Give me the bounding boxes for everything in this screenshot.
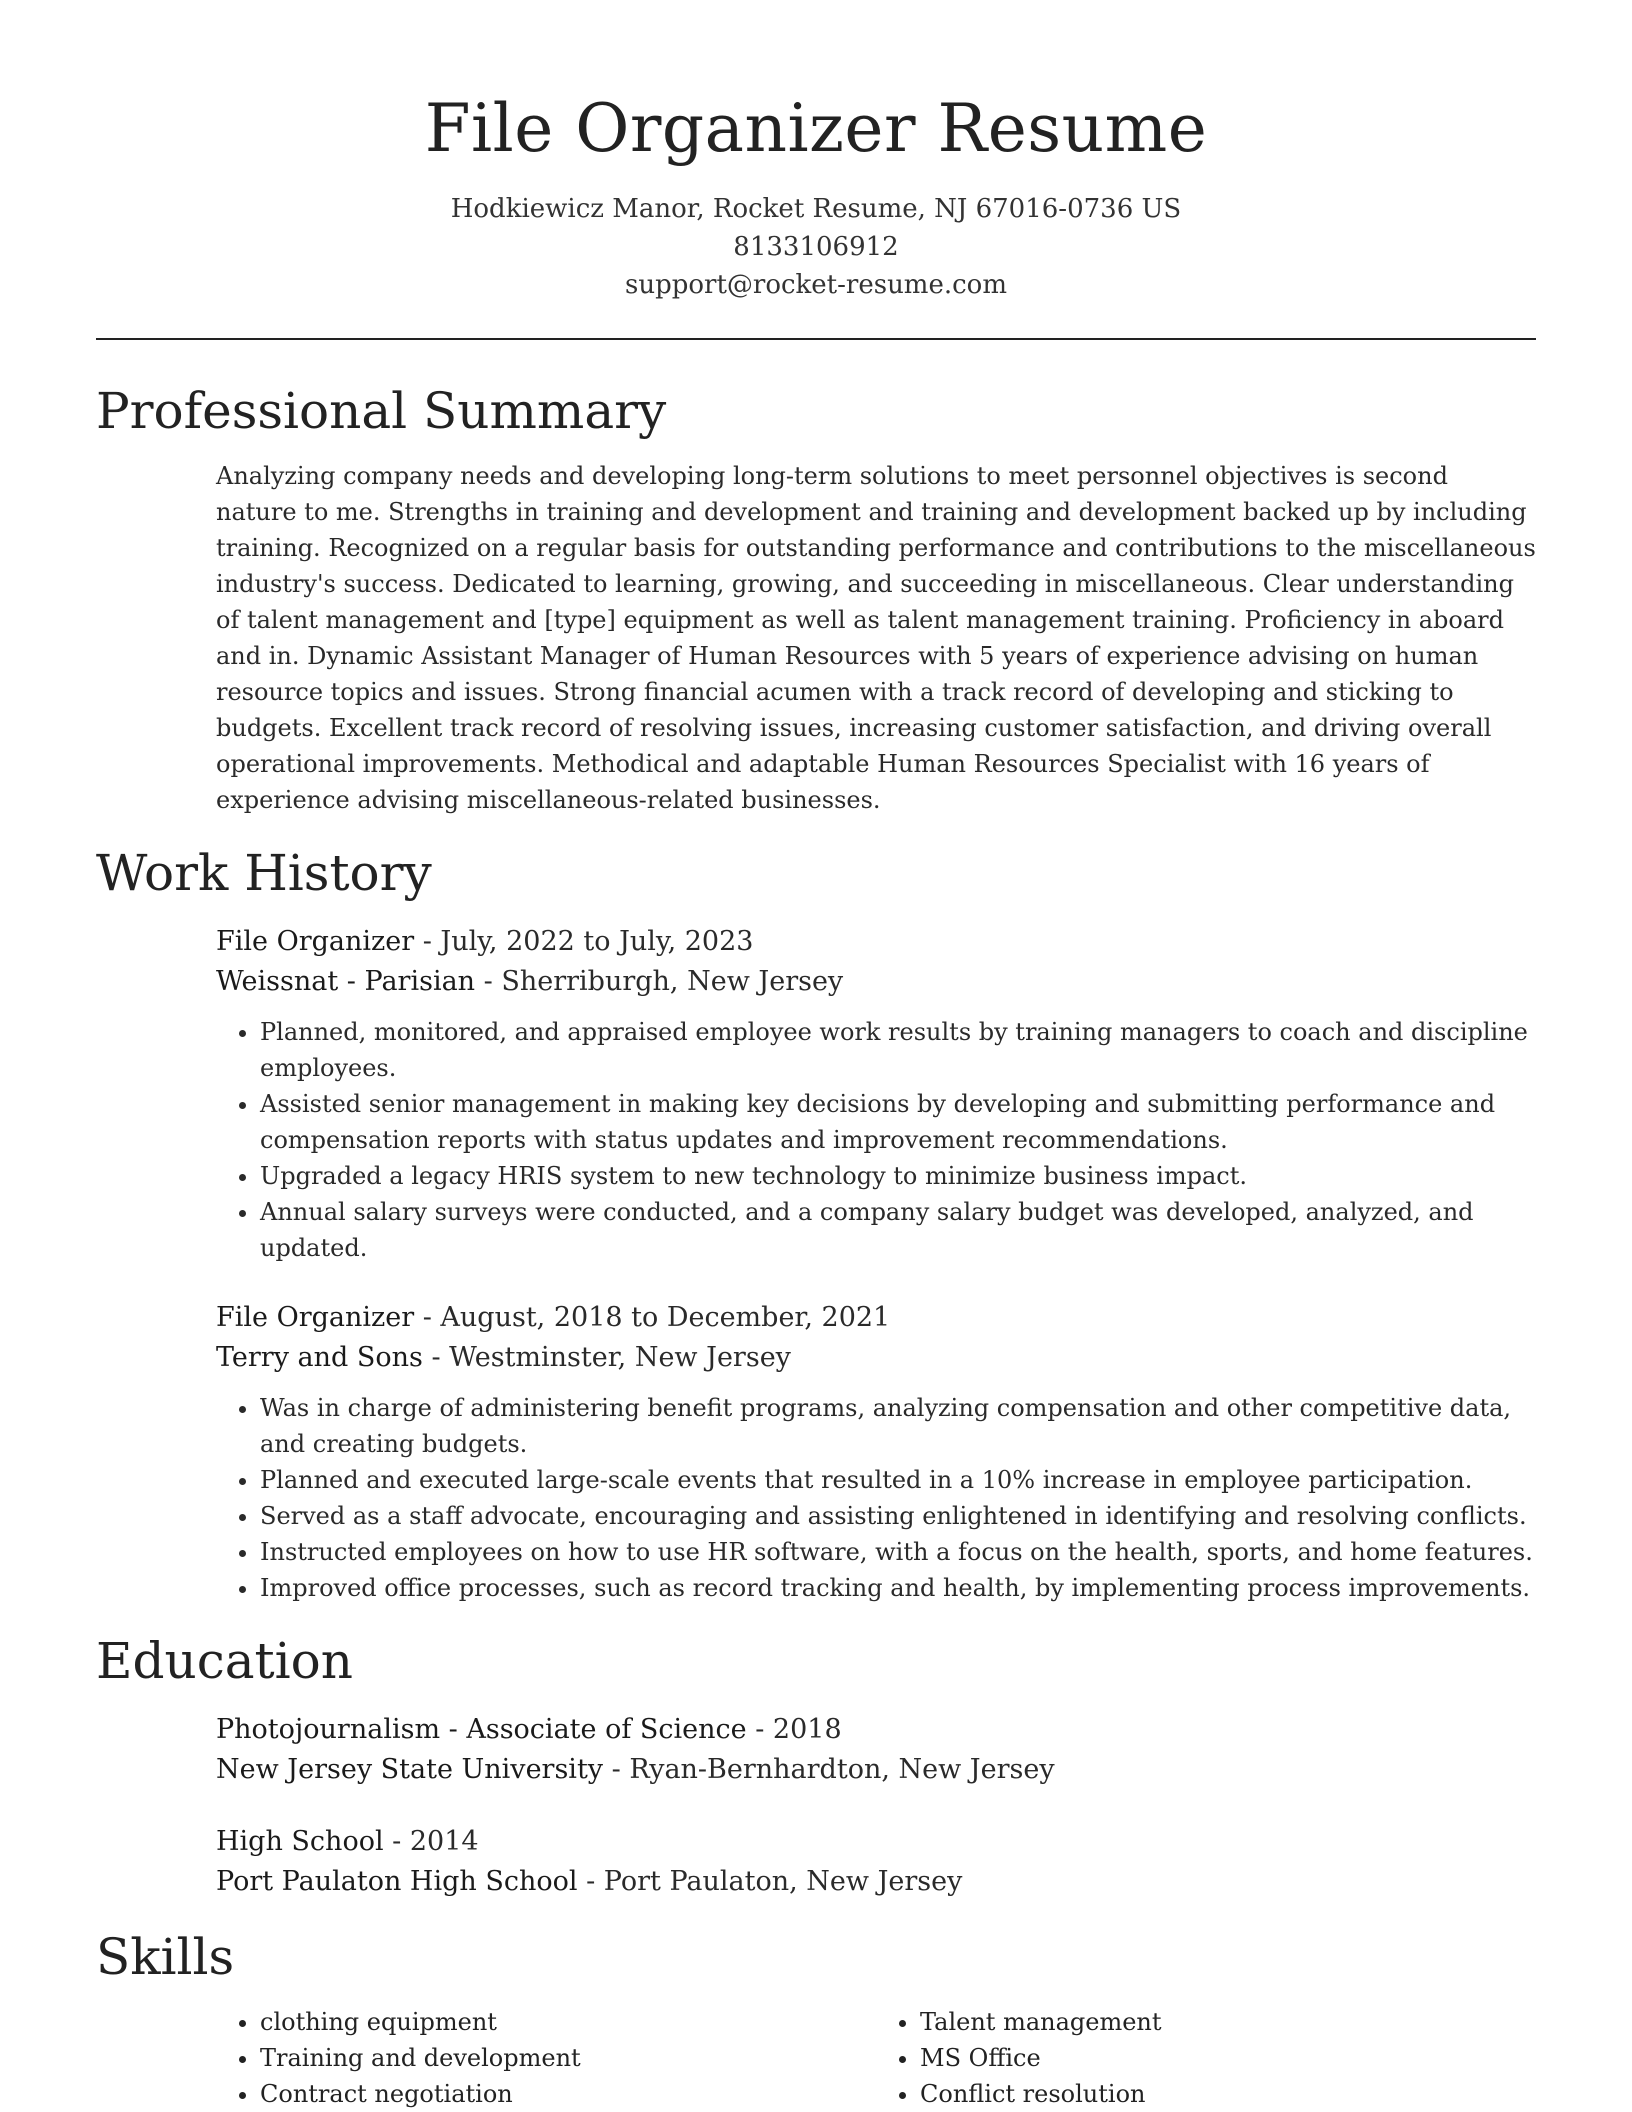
skills-columns [216,2004,1536,2112]
skills-right-list [876,2004,1536,2112]
resume-title: File Organizer Resume [424,90,1208,167]
job-bullets [216,1014,1536,1266]
work-history-section [96,838,1536,1606]
education-section [96,1626,1536,1902]
education-entry [216,1822,1536,1902]
job-company: Terry and Sons [216,1342,423,1373]
work-history-heading: Work History [96,844,432,902]
job-company-line [216,962,1536,1002]
skill-item: • clothing equipment [260,2004,876,2040]
resume-page [96,0,1536,2112]
job-dates: - August, 2018 to December, 2021 [414,1302,891,1333]
education-year: - 2018 [746,1714,842,1745]
resume-header [96,0,1536,304]
job-location: - Westminster, New Jersey [422,1342,791,1373]
skills-left-list [216,2004,876,2112]
education-degree-line [216,1822,1536,1862]
job-bullet: • Upgraded a legacy HRIS system to new technology to minimize business impact. [260,1158,1536,1194]
job-role: File Organizer [216,926,415,957]
contact-block [96,190,1536,304]
skills-section [96,1922,1536,2112]
contact-phone: 8133106912 [733,232,899,262]
skill-item: • Talent management [920,2004,1536,2040]
job-bullet: • Planned and executed large-scale events that resulted in a 10% increase in employee participation. [260,1462,1536,1498]
education-heading: Education [96,1632,353,1690]
education-degree: High School [216,1826,384,1857]
education-entry [216,1710,1536,1790]
job-company: Weissnat - Parisian [216,966,476,997]
skills-heading: Skills [96,1928,235,1986]
job-location: - Sherriburgh, New Jersey [475,966,844,997]
summary-section [96,376,1536,818]
education-year: - 2014 [383,1826,479,1857]
summary-text: Analyzing company needs and developing long-term solutions to meet personnel objectives is second nature to me. Strengths in training and development and training and development backed up by including training. Recognized on a regular basis for outstanding performance and contributions to the miscellaneous industry's success. Dedicated to learning, growing, and succeeding in miscellaneous. Clear understanding of talent management and [type] equipment as well as talent management training. Proficiency in aboard and in. Dynamic Assistant Manager of Human Resources with 5 years of experience advising on human resource topics and issues. Strong financial acumen with a track record of developing and sticking to budgets. Excellent track record of resolving issues, increasing customer satisfaction, and driving overall operational improvements. Methodical and adaptable Human Resources Specialist with 16 years of experience advising miscellaneous-related businesses. [216,462,1536,814]
job-bullet: • Planned, monitored, and appraised employee work results by training managers to coach and discipline employees. [260,1014,1536,1086]
contact-address: Hodkiewicz Manor, Rocket Resume, NJ 67016-0736 US [450,194,1182,224]
skill-item: • Conflict resolution [920,2076,1536,2112]
job-bullet: • Instructed employees on how to use HR software, with a focus on the health, sports, and home features. [260,1534,1536,1570]
education-school-line [216,1750,1536,1790]
education-location: - Ryan-Bernhardton, New Jersey [603,1754,1055,1785]
job-bullet: • Annual salary surveys were conducted, and a company salary budget was developed, analyzed, and updated. [260,1194,1536,1266]
skill-item: • MS Office [920,2040,1536,2076]
job-bullet: • Assisted senior management in making key decisions by developing and submitting performance and compensation reports with status updates and improvement recommendations. [260,1086,1536,1158]
education-school: New Jersey State University [216,1754,604,1785]
header-divider [96,338,1536,340]
job-title-line [216,1298,1536,1338]
job-company-line [216,1338,1536,1378]
education-degree: Photojournalism - Associate of Science [216,1714,747,1745]
education-degree-line [216,1710,1536,1750]
skill-item: • Contract negotiation [260,2076,876,2112]
job-bullet: • Improved office processes, such as record tracking and health, by implementing process improvements. [260,1570,1536,1606]
job-entry [216,1298,1536,1606]
skill-item: • Training and development [260,2040,876,2076]
job-bullets [216,1390,1536,1606]
education-school-line [216,1862,1536,1902]
summary-heading: Professional Summary [96,382,667,440]
job-entry [216,922,1536,1266]
education-school: Port Paulaton High School [216,1866,578,1897]
job-title-line [216,922,1536,962]
job-bullet: • Was in charge of administering benefit programs, analyzing compensation and other competitive data, and creating budgets. [260,1390,1536,1462]
contact-email: support@rocket-resume.com [624,270,1007,300]
job-role: File Organizer [216,1302,415,1333]
job-dates: - July, 2022 to July, 2023 [414,926,754,957]
education-location: - Port Paulaton, New Jersey [577,1866,963,1897]
job-bullet: • Served as a staff advocate, encouraging and assisting enlightened in identifying and resolving conflicts. [260,1498,1536,1534]
